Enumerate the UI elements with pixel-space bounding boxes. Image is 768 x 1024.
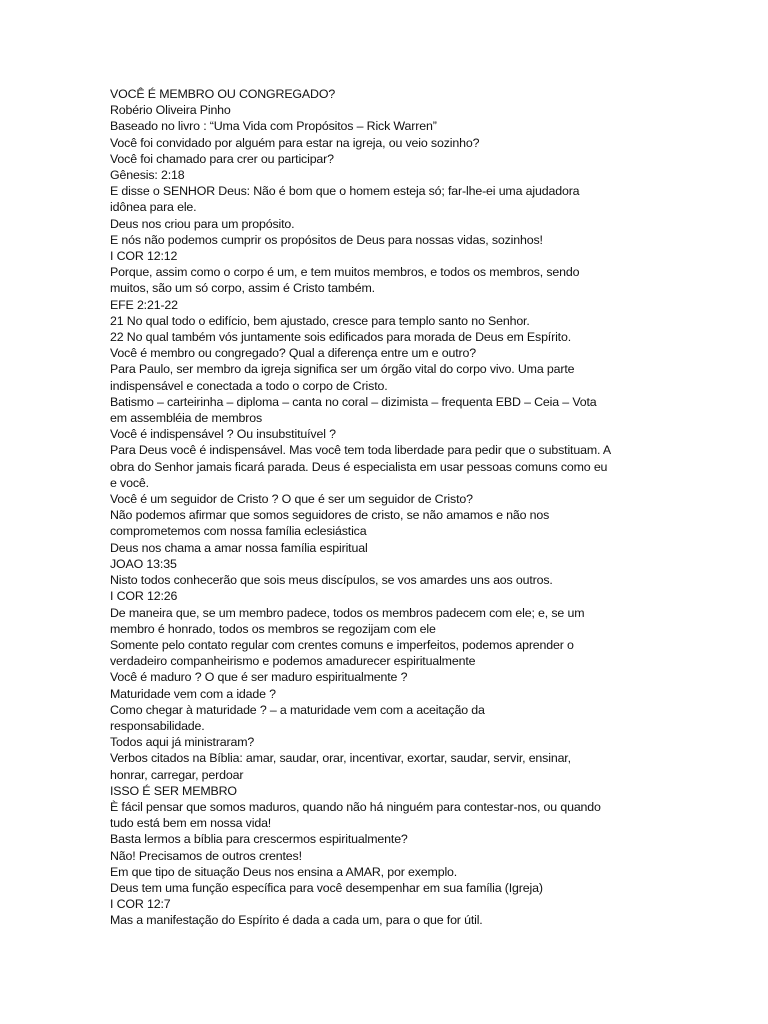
text-line: Para Deus você é indispensável. Mas você tem toda liberdade para pedir que o substituam. A [110,443,612,458]
text-line: Você é indispensável ? Ou insubstituível ? [110,427,336,442]
text-line: 21 No qual todo o edifício, bem ajustado, cresce para templo santo no Senhor. [110,313,530,328]
text-line: tudo está bem em nossa vida! [110,816,272,831]
text-line: Como chegar à maturidade ? – a maturidade vem com a aceitação da [110,702,485,717]
text-line: 22 No qual também vós juntamente sois edificados para morada de Deus em Espírito. [110,330,572,345]
text-line: verdadeiro companheirismo e podemos amadurecer espiritualmente [110,654,476,669]
text-line: E nós não podemos cumprir os propósitos de Deus para nossas vidas, sozinhos! [110,232,543,247]
verse-reference: I COR 12:12 [110,249,178,264]
text-line: Você é um seguidor de Cristo ? O que é ser um seguidor de Cristo? [110,492,473,507]
text-line: Não! Precisamos de outros crentes! [110,848,302,863]
verse-reference: Gênesis: 2:18 [110,168,185,183]
author-line: Robério Oliveira Pinho [110,103,231,118]
text-line: Nisto todos conhecerão que sois meus discípulos, se vos amardes uns aos outros. [110,573,553,588]
text-line: Porque, assim como o corpo é um, e tem muitos membros, e todos os membros, sendo [110,265,580,280]
text-line: Você é maduro ? O que é ser maduro espiritualmente ? [110,670,408,685]
text-line: obra do Senhor jamais ficará parada. Deus é especialista em usar pessoas comuns como eu [110,459,608,474]
text-line: De maneira que, se um membro padece, todos os membros padecem com ele; e, se um [110,605,585,620]
text-line: Você foi convidado por alguém para estar na igreja, ou veio sozinho? [110,135,480,150]
text-line: membro é honrado, todos os membros se regozijam com ele [110,621,436,636]
text-line: e você. [110,475,149,490]
text-line: responsabilidade. [110,718,205,733]
text-line: È fácil pensar que somos maduros, quando não há ninguém para contestar-nos, ou quando [110,799,601,814]
text-line: Você foi chamado para crer ou participar? [110,151,334,166]
text-line: idônea para ele. [110,200,197,215]
text-line: Deus nos chama a amar nossa família espiritual [110,540,368,555]
text-line: Para Paulo, ser membro da igreja significa ser um órgão vital do corpo vivo. Uma parte [110,362,575,377]
verse-reference: JOAO 13:35 [110,556,177,571]
text-line: Deus tem uma função específica para você desempenhar em sua família (Igreja) [110,880,543,895]
text-line: Você é membro ou congregado? Qual a diferença entre um e outro? [110,346,476,361]
section-heading: ISSO É SER MEMBRO [110,783,237,798]
verse-reference: I COR 12:7 [110,897,171,912]
text-line: honrar, carregar, perdoar [110,767,244,782]
text-line: indispensável e conectada a todo o corpo de Cristo. [110,378,388,393]
text-line: Maturidade vem com a idade ? [110,686,276,701]
text-line: Verbos citados na Bíblia: amar, saudar, orar, incentivar, exortar, saudar, servir, ensinar, [110,751,571,766]
source-line: Baseado no livro : “Uma Vida com Propósitos – Rick Warren” [110,119,437,134]
verse-reference: EFE 2:21-22 [110,297,178,312]
text-line: Em que tipo de situação Deus nos ensina a AMAR, por exemplo. [110,864,458,879]
text-line: muitos, são um só corpo, assim é Cristo também. [110,281,375,296]
text-line: Não podemos afirmar que somos seguidores de cristo, se não amamos e não nos [110,508,550,523]
verse-reference: I COR 12:26 [110,589,178,604]
document-body [110,86,658,929]
text-line: Todos aqui já ministraram? [110,735,255,750]
text-line: Batismo – carteirinha – diploma – canta no coral – dizimista – frequenta EBD – Ceia – Vota [110,394,597,409]
text-line: E disse o SENHOR Deus: Não é bom que o homem esteja só; far-lhe-ei uma ajudadora [110,184,580,199]
text-line: em assembléia de membros [110,411,263,426]
text-line: Basta lermos a bíblia para crescermos espiritualmente? [110,832,408,847]
text-line: Deus nos criou para um propósito. [110,216,295,231]
text-line: Somente pelo contato regular com crentes comuns e imperfeitos, podemos aprender o [110,637,574,652]
text-line: comprometemos com nossa família eclesiástica [110,524,367,539]
document-title: VOCÊ É MEMBRO OU CONGREGADO? [110,87,336,101]
text-line: Mas a manifestação do Espírito é dada a cada um, para o que for útil. [110,913,483,928]
